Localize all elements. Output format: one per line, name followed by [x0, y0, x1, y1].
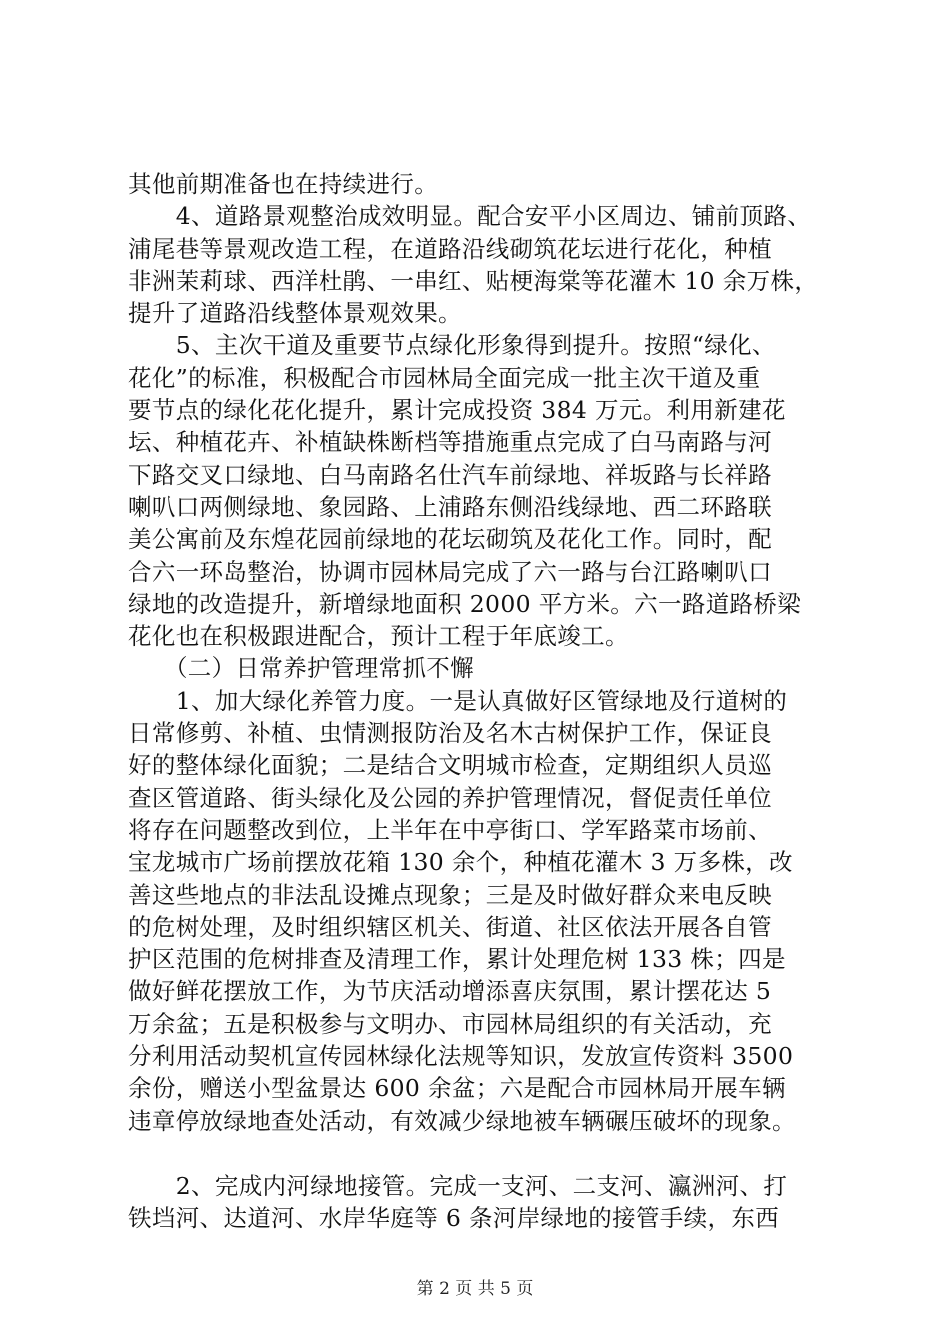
text-line: 下路交叉口绿地、白马南路名仕汽车前绿地、祥坂路与长祥路	[128, 460, 772, 489]
text-line: 美公寓前及东煌花园前绿地的花坛砌筑及花化工作。同时，配	[128, 525, 772, 554]
text-line: 其他前期准备也在持续进行。	[128, 170, 439, 198]
text-line: 花化”的标准，积极配合市园林局全面完成一批主次干道及重	[128, 363, 761, 392]
text-line: 非洲茉莉球、西洋杜鹃、一串红、贴梗海棠等花灌木 10 余万株，	[128, 266, 819, 295]
text-line: 2、完成内河绿地接管。完成一支河、二支河、瀛洲河、打	[128, 1171, 788, 1200]
text-line: 万余盆；五是积极参与文明办、市园林局组织的有关活动，充	[128, 1009, 772, 1038]
text-line: 合六一环岛整治，协调市园林局完成了六一路与台江路喇叭口	[128, 557, 772, 586]
text-line: 做好鲜花摆放工作，为节庆活动增添喜庆氛围，累计摆花达 5	[128, 977, 772, 1006]
paragraph-gap	[128, 1137, 834, 1170]
text-line: 好的整体绿化面貌；二是结合文明城市检查，定期组织人员巡	[128, 751, 772, 780]
text-line: 铁垱河、达道河、水岸华庭等 6 条河岸绿地的接管手续，东西	[128, 1204, 780, 1233]
text-line: 坛、种植花卉、补植缺株断档等措施重点完成了白马南路与河	[128, 428, 772, 457]
text-line: 查区管道路、街头绿化及公园的养护管理情况，督促责任单位	[128, 783, 772, 812]
text-line: 将存在问题整改到位，上半年在中亭街口、学军路菜市场前、	[128, 815, 772, 844]
body-text	[128, 168, 834, 1235]
text-line: 喇叭口两侧绿地、象园路、上浦路东侧沿线绿地、西二环路联	[128, 492, 772, 521]
text-line: 善这些地点的非法乱设摊点现象；三是及时做好群众来电反映	[128, 880, 772, 909]
text-line: 花化也在积极跟进配合，预计工程于年底竣工。	[128, 622, 629, 651]
text-line: 要节点的绿化花化提升，累计完成投资 384 万元。利用新建花	[128, 396, 786, 425]
text-line: 的危树处理，及时组织辖区机关、街道、社区依法开展各自管	[128, 912, 772, 941]
text-line: 护区范围的危树排查及清理工作，累计处理危树 133 株；四是	[128, 945, 786, 974]
text-line: 日常修剪、补植、虫情测报防治及名木古树保护工作，保证良	[128, 719, 772, 748]
section-heading: （二）日常养护管理常抓不懈	[128, 654, 474, 683]
text-line: 宝龙城市广场前摆放花箱 130 余个，种植花灌木 3 万多株，改	[128, 848, 793, 877]
text-line: 分利用活动契机宣传园林绿化法规等知识，发放宣传资料 3500	[128, 1042, 794, 1071]
text-line: 4、道路景观整治成效明显。配合安平小区周边、铺前顶路、	[128, 202, 812, 231]
page-number-footer: 第 2 页 共 5 页	[416, 1279, 534, 1299]
text-line: 浦尾巷等景观改造工程，在道路沿线砌筑花坛进行花化，种植	[128, 234, 772, 263]
text-line: 1、加大绿化养管力度。一是认真做好区管绿地及行道树的	[128, 686, 788, 715]
text-line: 余份，赠送小型盆景达 600 余盆；六是配合市园林局开展车辆	[128, 1074, 786, 1103]
text-line: 绿地的改造提升，新增绿地面积 2000 平方米。六一路道路桥梁	[128, 589, 802, 618]
text-line: 提升了道路沿线整体景观效果。	[128, 299, 462, 328]
text-line: 5、主次干道及重要节点绿化形象得到提升。按照“绿化、	[128, 331, 776, 360]
text-line: 违章停放绿地查处活动，有效减少绿地被车辆碾压破坏的现象。	[128, 1106, 796, 1135]
